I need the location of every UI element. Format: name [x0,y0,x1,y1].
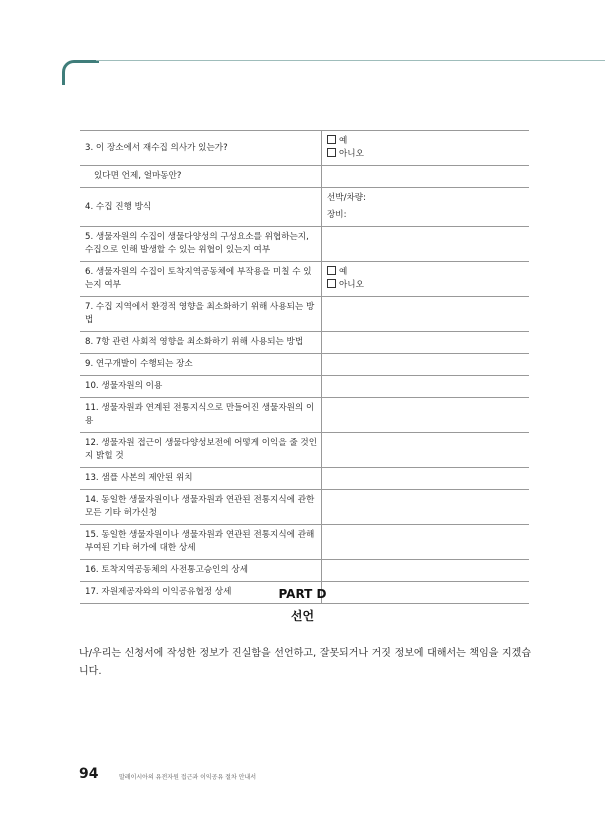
table-row [80,468,529,490]
declaration-text: 나/우리는 신청서에 작성한 정보가 진실함을 선언하고, 잘못되거나 거짓 정보에 대해서는 책임을 지겠습니다. [79,648,531,677]
table-row [80,490,529,525]
question-cell: 14. 동일한 생물자원이나 생물자원과 연관된 전통지식에 관한 모든 기타 허가신청 [80,490,322,525]
answer-cell[interactable] [322,433,530,468]
answer-cell[interactable] [322,227,530,262]
answer-cell[interactable] [322,297,530,332]
checkbox-option[interactable] [327,135,526,148]
checkbox-option[interactable] [327,266,526,279]
table-row [80,354,529,376]
table-row [80,560,529,582]
answer-cell[interactable] [322,376,530,398]
answer-cell[interactable] [322,188,530,227]
answer-line-equipment: 장비: [327,210,347,220]
table-row [80,332,529,354]
answer-cell [322,262,530,297]
part-subtitle: 선언 [290,609,315,623]
header-rule [96,60,605,62]
question-cell: 5. 생물자원의 수집이 생물다양성의 구성요소를 위협하는지, 수집으로 인해 발생할 수 있는 위협이 있는지 여부 [80,227,322,262]
answer-cell[interactable] [322,166,530,188]
checkbox-icon[interactable] [327,266,336,275]
corner-decoration [62,60,99,85]
option-label: 예 [339,267,348,277]
option-label: 예 [339,136,348,146]
answer-cell[interactable] [322,525,530,560]
table-row [80,398,529,433]
table-row [80,433,529,468]
answer-cell[interactable] [322,398,530,433]
answer-cell[interactable] [322,490,530,525]
checkbox-option[interactable] [327,279,526,292]
page-number: 94 [79,766,99,782]
answer-cell[interactable] [322,332,530,354]
table-row [80,297,529,332]
answer-cell[interactable] [322,468,530,490]
question-cell: 3. 이 장소에서 재수집 의사가 있는가? [80,131,322,166]
checkbox-option[interactable] [327,148,526,161]
question-cell: 17. 자원제공자와의 이익공유협정 상세 [80,582,322,604]
table-row [80,166,529,188]
question-cell: 7. 수집 지역에서 환경적 영향을 최소화하기 위해 사용되는 방법 [80,297,322,332]
answer-cell[interactable] [322,560,530,582]
table-row [80,227,529,262]
table-row [80,262,529,297]
question-cell: 9. 연구개발이 수행되는 장소 [80,354,322,376]
question-cell: 6. 생물자원의 수집이 토착지역공동체에 부작용을 미칠 수 있는지 여부 [80,262,322,297]
question-cell: 11. 생물자원과 연계된 전통지식으로 만들어진 생물자원의 이용 [80,398,322,433]
answer-cell [322,131,530,166]
checkbox-icon[interactable] [327,279,336,288]
table-row [80,188,529,227]
part-title: PART D [278,587,327,601]
question-cell: 10. 생물자원의 이용 [80,376,322,398]
table-row [80,131,529,166]
option-label: 아니오 [339,149,364,159]
question-cell: 15. 동일한 생물자원이나 생물자원과 연관된 전통지식에 관해 부여된 기타 허가에 대한 상세 [80,525,322,560]
checkbox-icon[interactable] [327,135,336,144]
question-cell: 4. 수집 진행 방식 [80,188,322,227]
question-cell: 16. 토착지역공동체의 사전통고승인의 상세 [80,560,322,582]
option-label: 아니오 [339,280,364,290]
footer-title: 말레이시아의 유전자원 접근과 이익공유 절차 안내서 [119,774,257,781]
checkbox-icon[interactable] [327,148,336,157]
table-row [80,525,529,560]
question-cell: 13. 샘플 사본의 제안된 위치 [80,468,322,490]
question-cell: 있다면 언제, 얼마동안? [80,166,322,188]
answer-cell[interactable] [322,354,530,376]
question-cell: 12. 생물자원 접근이 생물다양성보전에 어떻게 이익을 줄 것인지 밝힐 것 [80,433,322,468]
application-form-table [80,130,529,604]
answer-line-vehicle: 선박/차량: [327,193,366,203]
question-cell: 8. 7항 관련 사회적 영향을 최소화하기 위해 사용되는 방법 [80,332,322,354]
table-row [80,376,529,398]
